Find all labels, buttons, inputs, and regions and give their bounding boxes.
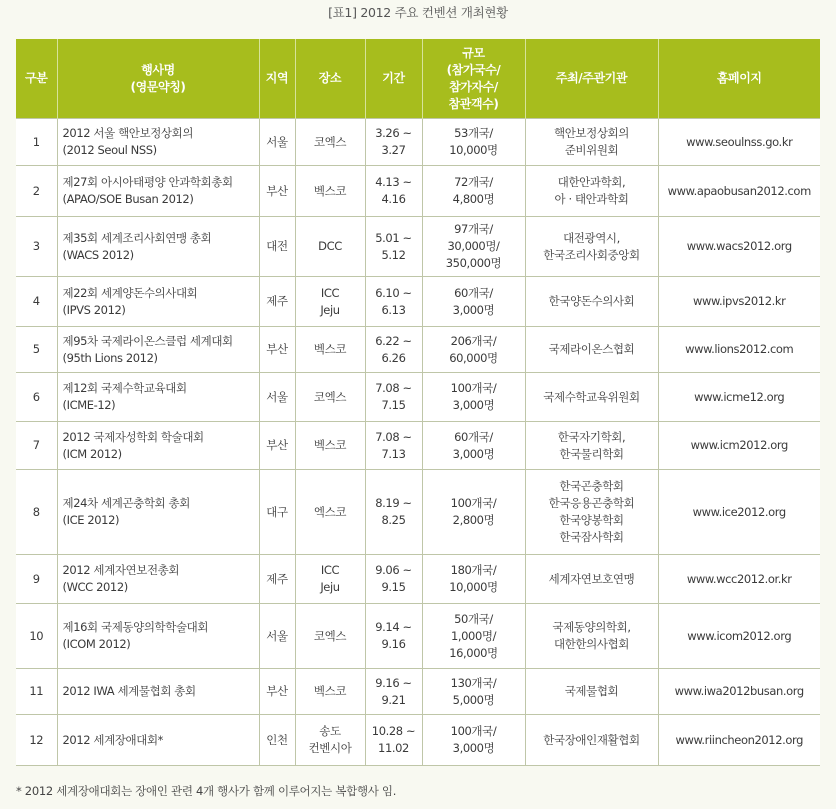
cell-no: 9	[16, 555, 57, 604]
convention-table-container	[16, 39, 820, 766]
cell-scale	[422, 373, 525, 422]
cell-period	[365, 422, 422, 470]
cell-venue	[295, 373, 365, 422]
cell-venue	[295, 119, 365, 166]
cell-region: 대구	[259, 470, 295, 555]
cell-host	[525, 470, 658, 555]
cell-scale-line: 3,000명	[452, 741, 495, 755]
cell-no: 11	[16, 669, 57, 715]
cell-period	[365, 327, 422, 373]
cell-period-line: 10.28 ~	[371, 724, 416, 738]
cell-period-line: 8.19 ~	[375, 496, 412, 510]
cell-scale-line: 180개국/	[450, 563, 497, 577]
table-row	[16, 277, 820, 327]
cell-venue-line: 벡스코	[313, 684, 347, 698]
cell-period	[365, 277, 422, 327]
cell-venue-line: 코엑스	[313, 628, 347, 643]
footnote: * 2012 세계장애대회는 장애인 관련 4개 행사가 함께 이루어지는 복합행사 임.	[16, 784, 397, 798]
cell-venue-line: 벡스코	[313, 342, 347, 356]
cell-no: 8	[16, 470, 57, 555]
cell-homepage[interactable]: www.riincheon2012.org	[658, 715, 820, 766]
table-row	[16, 422, 820, 470]
cell-homepage[interactable]: www.apaobusan2012.com	[658, 166, 820, 217]
cell-no: 4	[16, 277, 57, 327]
cell-event-name	[57, 327, 259, 373]
header-name-line: 행사명	[141, 62, 175, 77]
cell-period-line: 9.16 ~	[375, 675, 412, 690]
cell-period-line: 6.22 ~	[375, 333, 412, 348]
cell-venue	[295, 166, 365, 217]
cell-no: 12	[16, 715, 57, 766]
cell-event-name-line: (ICOM 2012)	[62, 637, 131, 651]
cell-scale	[422, 604, 525, 669]
cell-host-line: 국제물협회	[564, 684, 619, 698]
cell-homepage[interactable]: www.icme12.org	[658, 373, 820, 422]
cell-venue-line: Jeju	[320, 302, 340, 317]
cell-homepage[interactable]: www.ipvs2012.kr	[658, 277, 820, 327]
cell-venue	[295, 422, 365, 470]
cell-period-line: 6.13	[381, 302, 406, 317]
cell-period-line: 3.26 ~	[375, 126, 412, 140]
cell-period-line: 9.21	[381, 692, 406, 707]
cell-event-name-line: (ICM 2012)	[62, 446, 122, 461]
cell-scale-line: 5,000명	[452, 692, 495, 707]
cell-period	[365, 119, 422, 166]
cell-host	[525, 422, 658, 470]
cell-period-line: 9.06 ~	[375, 563, 412, 577]
cell-host	[525, 119, 658, 166]
table-row	[16, 166, 820, 217]
cell-scale-line: 4,800명	[452, 192, 495, 206]
cell-period-line: 9.16	[381, 637, 406, 651]
table-body	[16, 119, 820, 766]
cell-scale	[422, 555, 525, 604]
cell-venue	[295, 470, 365, 555]
cell-scale-line: 10,000명	[449, 580, 498, 594]
cell-scale	[422, 327, 525, 373]
cell-homepage[interactable]: www.wcc2012.or.kr	[658, 555, 820, 604]
cell-event-name	[57, 669, 259, 715]
cell-scale-line: 3,000명	[452, 302, 495, 317]
table-row	[16, 470, 820, 555]
cell-homepage[interactable]: www.wacs2012.org	[658, 217, 820, 277]
cell-region: 제주	[259, 555, 295, 604]
cell-venue-line: 코엑스	[313, 389, 347, 404]
cell-event-name-line: (IPVS 2012)	[62, 302, 126, 317]
cell-region: 서울	[259, 119, 295, 166]
header-no: 구분	[16, 39, 57, 119]
cell-host	[525, 166, 658, 217]
cell-event-name-line: 제12회 국제수학교육대회	[62, 381, 187, 395]
cell-scale-line: 3,000명	[452, 398, 495, 412]
cell-event-name	[57, 277, 259, 327]
cell-period-line: 11.02	[378, 741, 409, 755]
cell-period-line: 7.13	[381, 446, 406, 461]
cell-host-line: 한국조리사회중앙회	[543, 247, 640, 262]
table-caption: [표1] 2012 주요 컨벤션 개최현황	[328, 5, 508, 20]
cell-period-line: 9.15	[381, 580, 406, 594]
cell-homepage[interactable]: www.icm2012.org	[658, 422, 820, 470]
cell-event-name-line: 제35회 세계조리사회연맹 총회	[62, 230, 212, 245]
cell-scale-line: 350,000명	[445, 256, 502, 270]
header-scale-line: 규모	[462, 45, 485, 60]
cell-event-name-line: 제16회 국제동양의학학술대회	[62, 620, 209, 634]
convention-table	[16, 39, 820, 766]
cell-scale	[422, 277, 525, 327]
cell-region: 인천	[259, 715, 295, 766]
cell-period-line: 9.14 ~	[375, 620, 412, 634]
cell-period	[365, 373, 422, 422]
cell-homepage[interactable]: www.iwa2012busan.org	[658, 669, 820, 715]
cell-host-line: 한국자기학회,	[557, 429, 626, 444]
cell-venue	[295, 327, 365, 373]
cell-event-name	[57, 715, 259, 766]
header-period: 기간	[365, 39, 422, 119]
cell-period	[365, 555, 422, 604]
cell-period-line: 4.13 ~	[375, 175, 412, 189]
table-row	[16, 715, 820, 766]
cell-no: 5	[16, 327, 57, 373]
table-row	[16, 327, 820, 373]
cell-host-line: 대한한의사협회	[554, 637, 629, 651]
cell-event-name-line: 2012 세계자연보전총회	[62, 563, 180, 577]
cell-no: 3	[16, 217, 57, 277]
cell-host-line: 한국응용곤충학회	[548, 496, 635, 510]
header-name	[57, 39, 259, 119]
cell-period-line: 4.16	[381, 192, 406, 206]
cell-no: 10	[16, 604, 57, 669]
cell-event-name-line: 제24차 세계곤충학회 총회	[62, 496, 190, 510]
cell-scale	[422, 715, 525, 766]
cell-event-name-line: 제95차 국제라이온스클럽 세계대회	[62, 333, 233, 348]
header-scale-line: (참가국수/	[446, 62, 501, 77]
table-header-row	[16, 39, 820, 119]
cell-host-line: 대한안과학회,	[557, 175, 626, 189]
cell-host	[525, 327, 658, 373]
cell-event-name-line: 제27회 아시아태평양 안과학회총회	[62, 175, 233, 189]
cell-host	[525, 604, 658, 669]
cell-period-line: 6.10 ~	[375, 285, 412, 300]
cell-scale	[422, 422, 525, 470]
cell-scale-line: 100개국/	[450, 381, 497, 395]
cell-venue-line: 벡스코	[313, 438, 347, 452]
cell-period-line: 7.15	[381, 398, 406, 412]
cell-host-line: 한국곤충학회	[559, 479, 624, 493]
cell-scale-line: 1,000명/	[450, 628, 497, 643]
cell-host-line: 한국잠사학회	[559, 530, 624, 544]
cell-event-name-line: 2012 세계장애대회*	[62, 732, 164, 747]
header-homepage: 홈페이지	[658, 39, 820, 119]
cell-homepage[interactable]: www.seoulnss.go.kr	[658, 119, 820, 166]
cell-event-name-line: (2012 Seoul NSS)	[62, 143, 157, 157]
cell-period-line: 5.12	[381, 247, 406, 262]
cell-host-line: 준비위원회	[564, 143, 619, 157]
cell-venue-line: DCC	[318, 239, 342, 253]
cell-event-name-line: (APAO/SOE Busan 2012)	[62, 192, 194, 206]
cell-venue-line: 송도	[319, 724, 341, 738]
header-region: 지역	[259, 39, 295, 119]
cell-host-line: 한국양돈수의사회	[548, 294, 635, 308]
header-host: 주최/주관기관	[525, 39, 658, 119]
table-row	[16, 119, 820, 166]
cell-host-line: 국제라이온스협회	[548, 342, 635, 356]
cell-host	[525, 669, 658, 715]
header-scale-line: 참가자수/	[449, 79, 498, 94]
cell-host	[525, 217, 658, 277]
cell-scale-line: 30,000명/	[447, 239, 500, 253]
cell-host	[525, 373, 658, 422]
cell-venue-line: 코엑스	[313, 134, 347, 149]
header-scale-line: 참관객수)	[448, 96, 499, 111]
cell-period	[365, 604, 422, 669]
cell-event-name	[57, 555, 259, 604]
cell-no: 6	[16, 373, 57, 422]
cell-event-name	[57, 604, 259, 669]
cell-region: 서울	[259, 373, 295, 422]
header-scale	[422, 39, 525, 119]
cell-region: 부산	[259, 669, 295, 715]
table-row	[16, 604, 820, 669]
cell-event-name-line: 2012 국제자성학회 학술대회	[62, 429, 204, 444]
cell-scale	[422, 166, 525, 217]
cell-venue-line: 벡스코	[313, 183, 347, 198]
cell-venue	[295, 217, 365, 277]
cell-period-line: 6.26	[381, 350, 406, 365]
cell-no: 7	[16, 422, 57, 470]
cell-host-line: 한국양봉학회	[559, 513, 624, 527]
cell-venue-line: ICC	[320, 563, 340, 577]
cell-venue-line: ICC	[320, 285, 340, 300]
cell-scale-line: 3,000명	[452, 446, 495, 461]
table-row	[16, 555, 820, 604]
cell-scale-line: 100개국/	[450, 724, 497, 738]
cell-event-name-line: (ICE 2012)	[62, 513, 120, 527]
cell-region: 부산	[259, 327, 295, 373]
cell-period	[365, 166, 422, 217]
cell-event-name-line: (WACS 2012)	[62, 247, 134, 262]
table-row	[16, 217, 820, 277]
cell-host-line: 아 · 태안과학회	[554, 192, 629, 206]
cell-scale-line: 50개국/	[454, 611, 493, 626]
cell-event-name-line: 2012 서울 핵안보정상회의	[62, 126, 194, 140]
cell-event-name	[57, 373, 259, 422]
cell-scale	[422, 470, 525, 555]
table-row	[16, 669, 820, 715]
cell-venue	[295, 715, 365, 766]
cell-event-name	[57, 217, 259, 277]
cell-venue	[295, 555, 365, 604]
cell-scale	[422, 217, 525, 277]
cell-venue	[295, 604, 365, 669]
cell-homepage[interactable]: www.icom2012.org	[658, 604, 820, 669]
cell-event-name	[57, 422, 259, 470]
cell-host-line: 국제동양의학회,	[552, 620, 631, 634]
cell-period-line: 7.08 ~	[375, 381, 412, 395]
cell-event-name-line: 제22회 세계양돈수의사대회	[62, 285, 198, 300]
cell-period	[365, 669, 422, 715]
cell-region: 서울	[259, 604, 295, 669]
cell-region: 부산	[259, 166, 295, 217]
cell-scale-line: 100개국/	[450, 496, 497, 510]
cell-scale-line: 2,800명	[452, 513, 495, 527]
cell-host-line: 대전광역시,	[563, 230, 620, 245]
cell-scale-line: 53개국/	[454, 126, 493, 140]
cell-host	[525, 555, 658, 604]
cell-scale-line: 60,000명	[449, 350, 498, 365]
cell-scale-line: 130개국/	[450, 675, 497, 690]
cell-event-name-line: 2012 IWA 세계물협회 총회	[62, 684, 196, 698]
cell-no: 1	[16, 119, 57, 166]
cell-region: 부산	[259, 422, 295, 470]
cell-host-line: 세계자연보호연맹	[548, 571, 635, 586]
cell-period-line: 3.27	[381, 143, 406, 157]
cell-period-line: 8.25	[381, 513, 406, 527]
cell-venue	[295, 669, 365, 715]
header-name-line: (영문약칭)	[130, 79, 186, 94]
cell-period-line: 7.08 ~	[375, 429, 412, 444]
cell-venue	[295, 277, 365, 327]
cell-venue-line: Jeju	[320, 580, 340, 594]
cell-scale-line: 72개국/	[454, 175, 493, 189]
cell-region: 제주	[259, 277, 295, 327]
cell-scale-line: 97개국/	[454, 222, 493, 236]
cell-scale	[422, 119, 525, 166]
cell-event-name	[57, 119, 259, 166]
cell-scale-line: 10,000명	[449, 143, 498, 157]
cell-event-name-line: (WCC 2012)	[62, 580, 128, 594]
header-venue: 장소	[295, 39, 365, 119]
cell-homepage[interactable]: www.ice2012.org	[658, 470, 820, 555]
table-row	[16, 373, 820, 422]
cell-event-name	[57, 470, 259, 555]
cell-event-name-line: (95th Lions 2012)	[62, 350, 158, 365]
cell-venue-line: 엑스코	[313, 504, 347, 519]
cell-period-line: 5.01 ~	[375, 230, 412, 245]
cell-scale-line: 60개국/	[454, 285, 493, 300]
cell-host-line: 핵안보정상회의	[554, 126, 629, 140]
cell-scale-line: 206개국/	[450, 333, 497, 348]
cell-event-name-line: (ICME-12)	[62, 398, 116, 412]
cell-period	[365, 715, 422, 766]
cell-host-line: 국제수학교육위원회	[543, 389, 640, 404]
cell-no: 2	[16, 166, 57, 217]
cell-event-name	[57, 166, 259, 217]
cell-scale	[422, 669, 525, 715]
cell-scale-line: 16,000명	[449, 645, 498, 660]
cell-host-line: 한국물리학회	[559, 446, 624, 461]
cell-host-line: 한국장애인재활협회	[543, 732, 640, 747]
cell-scale-line: 60개국/	[454, 429, 493, 444]
cell-host	[525, 277, 658, 327]
cell-period	[365, 217, 422, 277]
cell-homepage[interactable]: www.lions2012.com	[658, 327, 820, 373]
cell-period	[365, 470, 422, 555]
cell-venue-line: 컨벤시아	[308, 741, 352, 755]
cell-region: 대전	[259, 217, 295, 277]
cell-host	[525, 715, 658, 766]
